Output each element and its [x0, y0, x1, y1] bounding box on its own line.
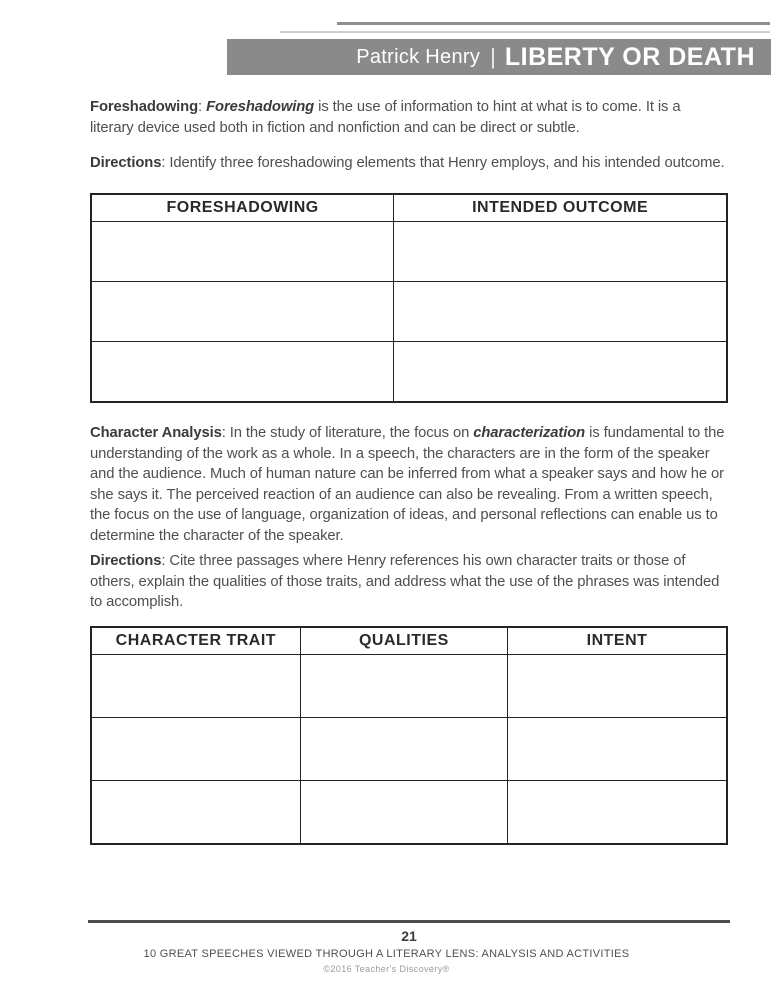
banner-accent-line-thin — [280, 31, 770, 33]
table-row — [91, 222, 727, 282]
table-row — [91, 655, 727, 718]
answer-cell — [394, 282, 727, 342]
answer-cell — [91, 342, 394, 403]
title-banner — [227, 39, 771, 75]
page-number: 21 — [401, 928, 417, 944]
footer-rule — [88, 920, 730, 923]
table-row — [91, 342, 727, 403]
answer-cell — [300, 718, 507, 781]
table-header-row — [91, 627, 727, 655]
table-row — [91, 282, 727, 342]
answer-cell — [91, 718, 300, 781]
speaker-name: Patrick Henry — [356, 45, 481, 68]
banner-separator: | — [490, 44, 496, 69]
character-analysis-definition: Character Analysis: In the study of literature, the focus on characterization is fundamental to the understanding of the work as a whole. In a speech, the characters are in the form of the speaker and the audience. Much of human nature can be inferred from what a speaker says and how he or she says it. The perceived reaction of an audience can also be revealing. From a written speech, the focus on the use of language, organization of ideas, and personal reflections can enable us to determine the character of the speaker. — [90, 425, 725, 544]
table-row — [91, 718, 727, 781]
answer-cell — [300, 655, 507, 718]
answer-cell — [91, 222, 394, 282]
answer-cell — [300, 781, 507, 845]
character-analysis-directions: Directions: Cite three passages where Henry references his own character traits or those of others, explain the qualities of those traits, and address what the use of the phrases was intended to accomplish. — [90, 553, 720, 611]
answer-cell — [508, 781, 727, 845]
character-analysis-table — [90, 626, 728, 845]
foreshadowing-directions: Directions: Identify three foreshadowing elements that Henry employs, and his intended outcome. — [90, 155, 725, 171]
answer-cell — [394, 222, 727, 282]
column-header-qualities: QUALITIES — [300, 627, 507, 655]
column-header-intent: INTENT — [508, 627, 727, 655]
answer-cell — [91, 282, 394, 342]
answer-cell — [508, 718, 727, 781]
answer-cell — [91, 781, 300, 845]
copyright-notice: ©2016 Teacher's Discovery® — [323, 964, 450, 974]
foreshadowing-definition: Foreshadowing: Foreshadowing is the use of information to hint at what is to come. It is a literary device used both in fiction and nonfiction and can be direct or subtle. — [90, 99, 681, 136]
column-header-intended-outcome: INTENDED OUTCOME — [394, 194, 727, 222]
banner-accent-line-thick — [337, 22, 770, 25]
foreshadowing-table — [90, 193, 728, 403]
book-title: 10 GREAT SPEECHES VIEWED THROUGH A LITERARY LENS: ANALYSIS AND ACTIVITIES — [143, 948, 630, 960]
answer-cell — [91, 655, 300, 718]
speech-title: LIBERTY OR DEATH — [504, 42, 755, 71]
column-header-character-trait: CHARACTER TRAIT — [91, 627, 300, 655]
answer-cell — [508, 655, 727, 718]
table-row — [91, 781, 727, 845]
column-header-foreshadowing: FORESHADOWING — [91, 194, 394, 222]
table-header-row — [91, 194, 727, 222]
answer-cell — [394, 342, 727, 403]
